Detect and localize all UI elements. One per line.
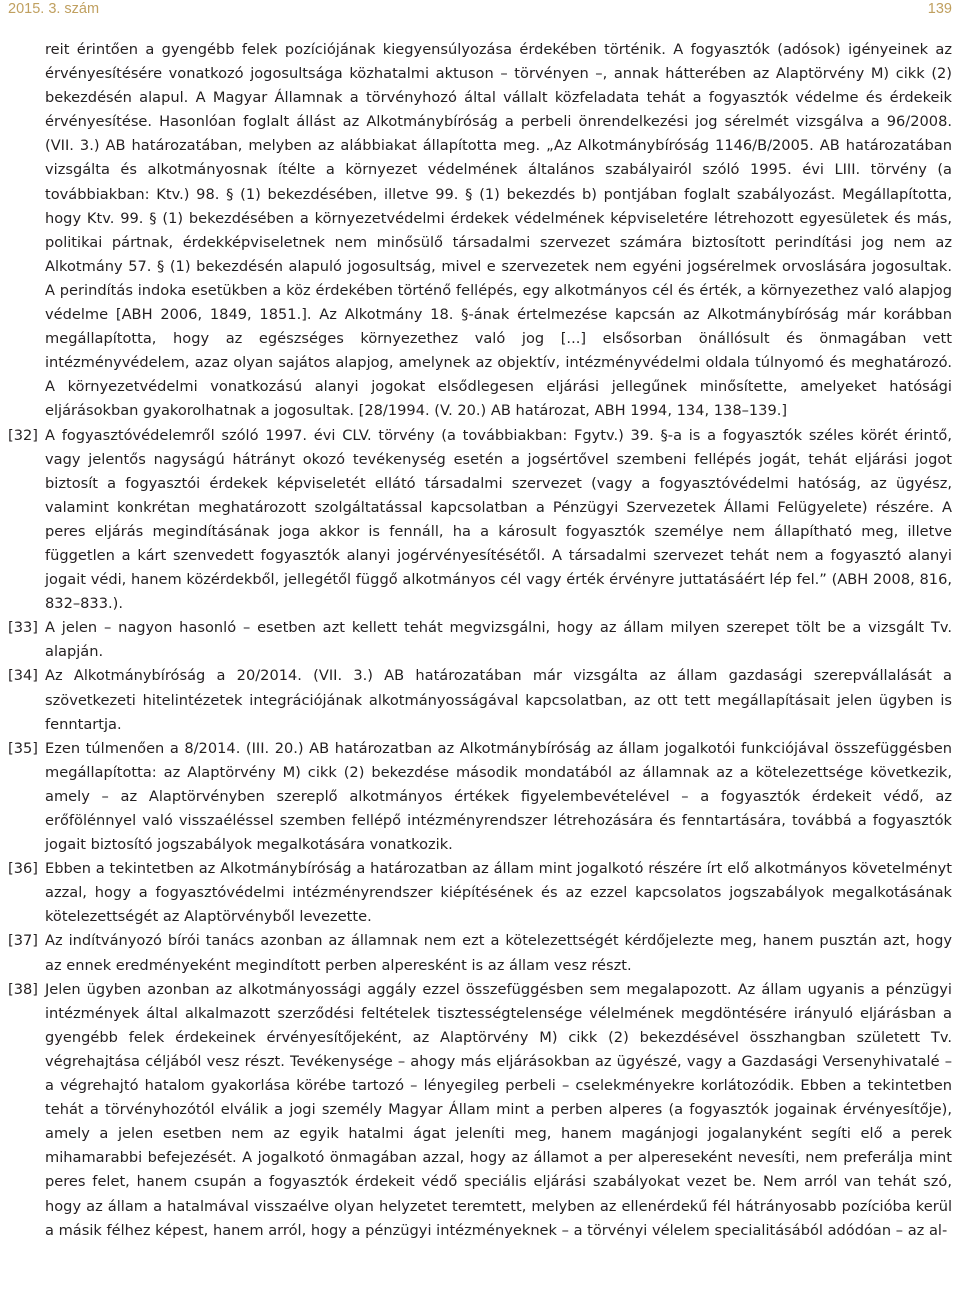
paragraph-35 [8,737,952,857]
paragraph-text: A fogyasztóvédelemről szóló 1997. évi CLV. törvény (a továbbiakban: Fgytv.) 39. §-a is a fogyasztók széles körét érintő, vagy jelentős nagyságú hátrányt okozó tevékenység esetén a jogsértővel szembeni fellépés jogát, tehát eljárási jogot biztosít a fogyasztói érdekek képviseletét ellátó társadalmi szervezet (vagy a fogyasztóvédelmi hatóság, az ügyész, valamint konkrétan meghatározott szolgáltatással kapcsolatban a Pénzügyi Szervezetek Állami Felügyelete) részére. A peres eljárás megindításának joga akkor is fennáll, ha a károsult fogyasztók személye nem állapítható meg, illetve független a kárt szenvedett fogyasztók alanyi jogérvényesítésétől. A társadalmi szervezet tehát nem a fogyasztó alanyi jogait védi, hanem közérdekből, jellegétől függő alkotmányos cél vagy érték érvényre juttatásáért lép fel.” (ABH 2008, 816, 832–833.). [45,426,952,613]
issue-label: 2015. 3. szám [8,1,100,17]
paragraph-34 [8,664,952,736]
paragraph-number: [37] [8,932,38,950]
page-header [8,0,952,22]
paragraph-text: Ebben a tekintetben az Alkotmánybíróság a határozatban az állam mint jogalkotó részére írt elő alkotmányos követelményt azzal, hogy a fogyasztóvédelmi intézményrendszer kiépítésének és az ezzel kapcsolatos jogszabályok megalkotásának kötelezettségét az Alaptörvényből levezette. [45,860,952,926]
paragraph-37 [8,929,952,977]
paragraph-continuation [8,38,952,424]
paragraph-number: [34] [8,667,38,685]
paragraph-number: [38] [8,980,38,998]
paragraph-number: [32] [8,426,38,444]
paragraph-number: [36] [8,860,38,878]
paragraph-38 [8,978,952,1243]
paragraph-text: Jelen ügyben azonban az alkotmányossági aggály ezzel összefüggésben sem megalapozott. Az állam ugyanis a pénzügyi intézmények által alkalmazott szerződési feltételek tisztességtelensége vélelmének megdöntésére irányuló eljárásban a gyengébb felek érdekeinek érvényesítőjeként, az Alaptörvény M) cikk (2) bekezdésével összhangban született Tv. végrehajtása céljából vesz részt. Tevékenysége – ahogy más eljárásokban az ügyészé, vagy a Gazdasági Versenyhivatalé – a végrehajtó hatalom gyakorlása körébe tartozó – lényegileg perbeli – cselekményekre korlátozódik. Ebben a tekintetben tehát a törvényhozótól elválik a jogi személy Magyar Állam mint a perben alperes (a fogyasztók jogainak érvényesítője), amely a jelen esetben nem az egyik hatalmi ágat jeleníti meg, hanem magánjogi jogalanyként segíti elő a perek mihamarabbi befejezését. A jogalkotó önmagában azzal, hogy az államot a per alpereseként nevesíti, nem preferálja mint peres felet, hanem csupán a fogyasztók érdekeit védő speciális eljárási szabályokat vezet be. Nem arról van tehát szó, hogy az állam a hatalmával visszaélve olyan helyzetet teremtett, melyben az ellenérdekű fél hátrányosabb pozícióba kerül a másik félhez képest, hanem arról, hogy a pénzügyi intézményeknek – a törvényi vélelem specialitásából adódóan – az al- [45,980,952,1239]
document-body [8,38,952,1243]
page-number: 139 [927,1,952,17]
paragraph-36 [8,857,952,929]
paragraph-text: Az Alkotmánybíróság a 20/2014. (VII. 3.) AB határozatában már vizsgálta az állam gazdasági szerepvállalását a szövetkezeti hitelintézetek integrációjának alkotmányosságával kapcsolatban, az ott tett megállapításait jelen ügyben is fenntartja. [45,667,952,733]
paragraph-number: [33] [8,619,38,637]
paragraph-33 [8,616,952,664]
paragraph-number: [35] [8,739,38,757]
paragraph-text: Ezen túlmenően a 8/2014. (III. 20.) AB határozatban az Alkotmánybíróság az állam jogalkotói funkciójával összefüggésben megállapította: az Alaptörvény M) cikk (2) bekezdése második mondatából az államnak az a kötelezettsége következik, amely – az Alaptörvényben szereplő alkotmányos értékek figyelembevételével – a fogyasztók érdekeit védő, az erőfölénnyel való visszaéléssel szemben fellépő intézményrendszer létrehozására és fenntartására, továbbá a fogyasztók jogait biztosító jogszabályok megalkotására vonatkozik. [45,739,952,854]
paragraph-text: reit érintően a gyengébb felek pozíciójának kiegyensúlyozása érdekében történik. A fogyasztók (adósok) igényeinek az érvényesítésére vonatkozó jogosultsága közhatalmi aktuson – törvényen –, annak hátterében az Alaptörvény M) cikk (2) bekezdésén alapul. A Magyar Államnak a törvényhozó által vállalt közfeladata tehát a fogyasztók védelme és érdekeik érvényesítése. Hasonlóan foglalt állást az Alkotmánybíróság a perbeli önrendelkezési jog sérelmét vizsgálva a 96/2008. (VII. 3.) AB határozatában, melyben az alábbiakat állapította meg. „Az Alkotmánybíróság 1146/B/2005. AB határozatában vizsgálta és alkotmányosnak ítélte a környezet védelmének általános szabályairól szóló 1995. évi LIII. törvény (a továbbiakban: Ktv.) 98. § (1) bekezdésében, illetve 99. § (1) bekezdés b) pontjában foglalt szabályozást. Megállapította, hogy Ktv. 99. § (1) bekezdésében a környezetvédelmi érdekek védelmének képviseletére létrehozott egyesületek és más, politikai pártnak, érdekképviseletnek nem minősülő társadalmi szervezet számára biztosított perindítási jog nem az Alkotmány 57. § (1) bekezdésén alapuló jogosultság, mivel e szervezetek nem egyéni jogsérelmek orvoslására jogosultak. A perindítás indoka esetükben a köz érdekében történő fellépés, egy alkotmányos cél és érték, a környezethez való alapjog védelme [ABH 2006, 1849, 1851.]. Az Alkotmány 18. §-ának értelmezése kapcsán az Alkotmánybíróság már korábban megállapította, hogy az egészséges környezethez való jog [...] elsősorban önállósult és önmagában vett intézményvédelem, azaz olyan sajátos alapjog, amelynek az objektív, intézményvédelmi oldala túlnyomó és meghatározó. A környezetvédelmi vonatkozású alanyi jogokat elsődlegesen eljárási jellegűnek minősítette, amelyeket hatósági eljárásokban gyakorolhatnak a jogosultak. [28/1994. (V. 20.) AB határozat, ABH 1994, 134, 138–139.] [45,41,952,420]
paragraph-32 [8,424,952,617]
paragraph-text: A jelen – nagyon hasonló – esetben azt kellett tehát megvizsgálni, hogy az állam milyen szerepet tölt be a vizsgált Tv. alapján. [45,619,952,661]
paragraph-text: Az indítványozó bírói tanács azonban az államnak nem ezt a kötelezettségét kérdőjelezte meg, hanem pusztán azt, hogy az ennek eredményeként megindított perben alperesként is az állam vesz részt. [45,932,952,974]
